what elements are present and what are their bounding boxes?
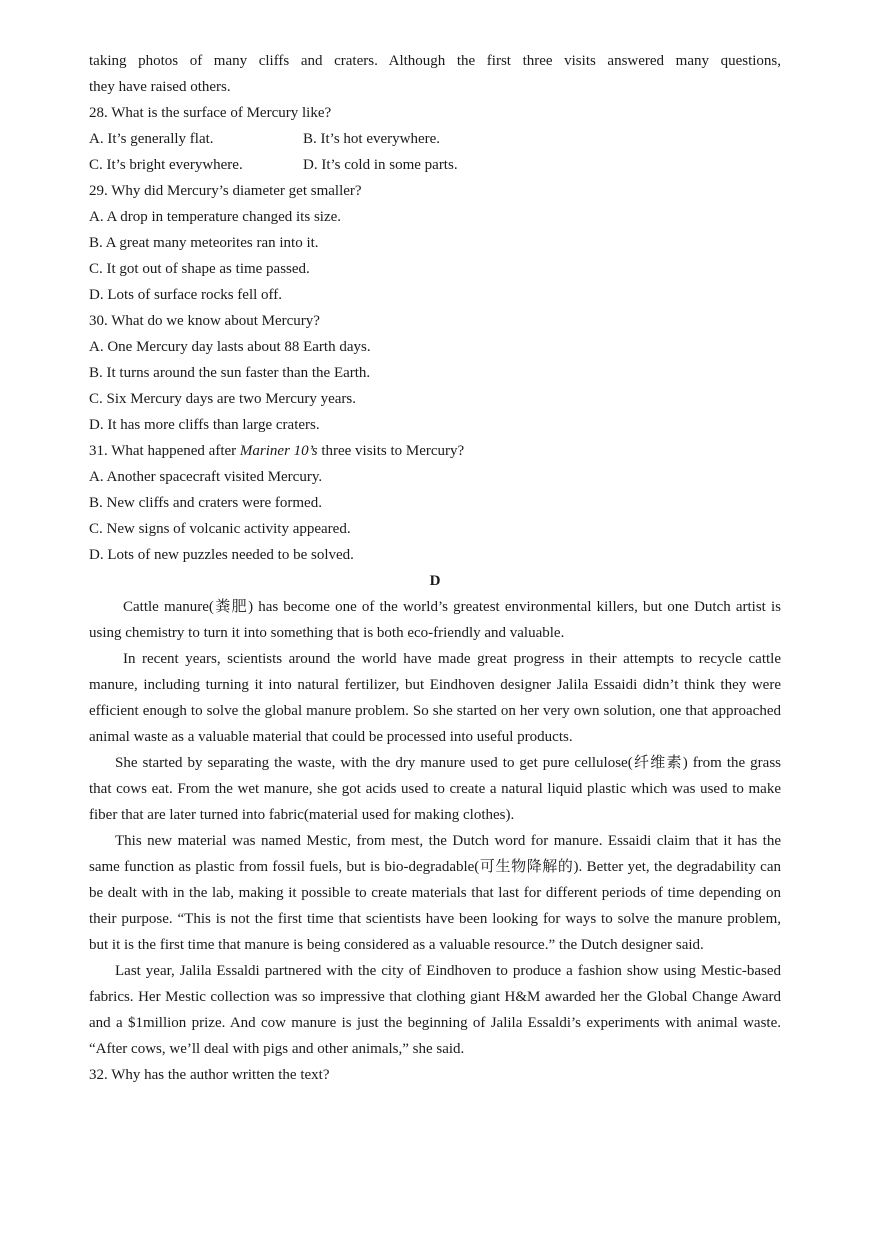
option-29-b: B. A great many meteorites ran into it. <box>89 235 319 251</box>
question-28-options-row-2 <box>89 152 781 178</box>
question-32: 32. Why has the author written the text? <box>89 1067 330 1083</box>
option-29-a: A. A drop in temperature changed its size. <box>89 209 342 225</box>
passage-d-paragraph-3: She started by separating the waste, with the dry manure used to get pure cellulose(纤维素) from the grass that cows eat. From the wet manure, she got acids used to create a natural liquid plastic which was used to make fiber that are later turned into fabric(material used for making clothes). <box>89 755 781 823</box>
passage-d <box>89 594 781 1062</box>
option-30-b: B. It turns around the sun faster than the Earth. <box>89 365 371 381</box>
section-heading-d: D <box>429 573 441 589</box>
option-31-c: C. New signs of volcanic activity appeared. <box>89 521 351 537</box>
option-28-a: A. It’s generally flat. <box>89 131 214 147</box>
question-31-spacecraft-name: Mariner 10’s <box>239 443 318 459</box>
question-28-options-row-1 <box>89 126 781 152</box>
option-30-c: C. Six Mercury days are two Mercury years. <box>89 391 357 407</box>
option-30-a: A. One Mercury day lasts about 88 Earth days. <box>89 339 371 355</box>
option-28-b: B. It’s hot everywhere. <box>303 131 441 147</box>
passage-d-paragraph-5: Last year, Jalila Essaldi partnered with the city of Eindhoven to produce a fashion show using Mestic-based fabrics. Her Mestic collection was so impressive that clothing giant H&M awarded her the Global Change Award and a $1million prize. And cow manure is just the beginning of Jalila Essaldi’s experiments with animal waste. “After cows, we’ll deal with pigs and other animals,” she said. <box>89 963 781 1057</box>
question-30: 30. What do we know about Mercury? <box>89 313 320 329</box>
intro-line-2: they have raised others. <box>89 79 231 95</box>
intro-line-1: taking photos of many cliffs and craters. Although the first three visits answered many questions, <box>89 53 781 69</box>
option-31-d: D. Lots of new puzzles needed to be solved. <box>89 547 354 563</box>
passage-d-paragraph-4: This new material was named Mestic, from mest, the Dutch word for manure. Essaidi claim that it has the same function as plastic from fossil fuels, but is bio-degradable(可生物降解的). Better yet, the degradability can be dealt with in the lab, making it possible to create materials that last for different periods of time depending on their purpose. “This is not the first time that scientists have been looking for ways to solve the manure problem, but it is the first time that manure is being considered as a valuable resource.” the Dutch designer said. <box>89 833 781 953</box>
question-31-suffix: three visits to Mercury? <box>317 443 465 459</box>
question-29: 29. Why did Mercury’s diameter get smaller? <box>89 183 362 199</box>
option-28-c: C. It’s bright everywhere. <box>89 157 243 173</box>
option-31-b: B. New cliffs and craters were formed. <box>89 495 322 511</box>
option-29-d: D. Lots of surface rocks fell off. <box>89 287 282 303</box>
option-30-d: D. It has more cliffs than large craters. <box>89 417 320 433</box>
passage-d-paragraph-2: In recent years, scientists around the world have made great progress in their attempts to recycle cattle manure, including turning it into natural fertilizer, but Eindhoven designer Jalila Essaidi didn’t think they were efficient enough to solve the global manure problem. So she started on her very own solution, one that approached animal waste as a valuable material that could be processed into useful products. <box>89 651 781 745</box>
document-page <box>89 48 781 1088</box>
question-31 <box>89 438 781 464</box>
passage-d-paragraph-1: Cattle manure(粪肥) has become one of the world’s greatest environmental killers, but one Dutch artist is using chemistry to turn it into something that is both eco-friendly and valuable. <box>89 599 781 641</box>
question-28: 28. What is the surface of Mercury like? <box>89 105 332 121</box>
option-31-a: A. Another spacecraft visited Mercury. <box>89 469 323 485</box>
question-31-prefix: 31. What happened after <box>89 443 240 459</box>
option-29-c: C. It got out of shape as time passed. <box>89 261 310 277</box>
option-28-d: D. It’s cold in some parts. <box>303 157 458 173</box>
